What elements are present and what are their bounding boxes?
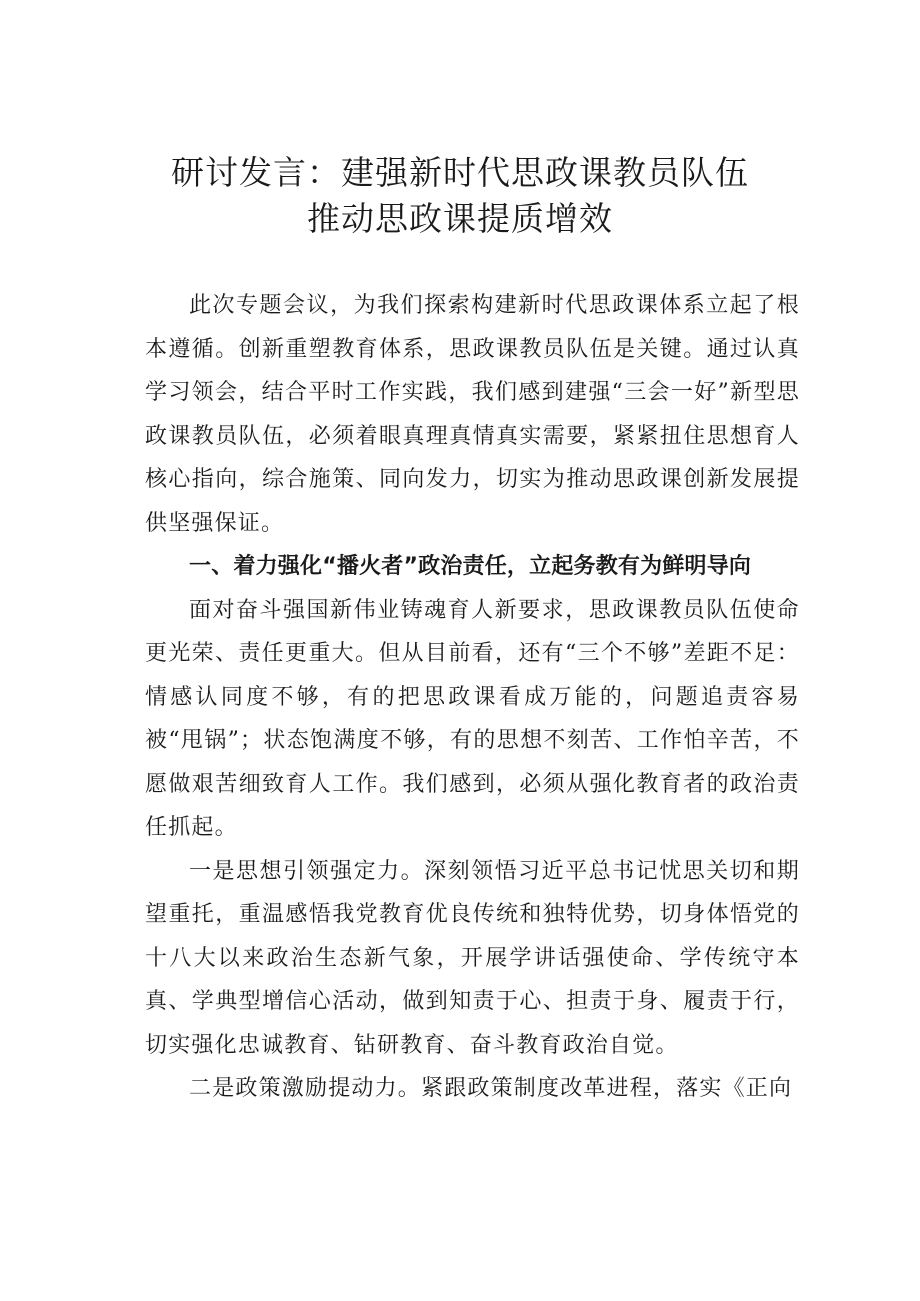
point-2-paragraph: 二是政策激励提动力。紧跟政策制度改革进程，落实《正向 xyxy=(189,1076,793,1101)
section-heading-1: 一、着力强化“播火者”政治责任，立起务教有为鲜明导向 xyxy=(189,554,752,579)
title-line-1: 研讨发言：建强新时代思政课教员队伍 xyxy=(171,153,749,192)
title-line-2: 推动思政课提质增效 xyxy=(307,199,613,238)
section-1-paragraph: 面对奋斗强国新伟业铸魂育人新要求，思政课教员队伍使命更光荣、责任更重大。但从目前看，还有“三个不够”差距不足：情感认同度不够，有的把思政课看成万能的，问题追责容易被“甩锅”；状态饱满度不够，有的思想不刻苦、工作怕辛苦，不愿做艰苦细致育人工作。我们感到，必须从强化教育者的政治责任抓起。 xyxy=(145,597,800,840)
intro-paragraph: 此次专题会议，为我们探索构建新时代思政课体系立起了根本遵循。创新重塑教育体系，思政课教员队伍是关键。通过认真学习领会，结合平时工作实践，我们感到建强“三会一好”新型思政课教员队伍，必须着眼真理真情真实需要，紧紧扭住思想育人核心指向，综合施策、同向发力，切实为推动思政课创新发展提供坚强保证。 xyxy=(145,293,800,536)
document-title xyxy=(0,150,920,242)
document-body xyxy=(145,284,800,1111)
point-1-paragraph: 一是思想引领强定力。深刻领悟习近平总书记忧思关切和期望重托，重温感悟我党教育优良传统和独特优势，切身体悟党的十八大以来政治生态新气象，开展学讲话强使命、学传统守本真、学典型增信心活动，做到知责于心、担责于身、履责于行，切实强化忠诚教育、钻研教育、奋斗教育政治自觉。 xyxy=(145,858,800,1058)
